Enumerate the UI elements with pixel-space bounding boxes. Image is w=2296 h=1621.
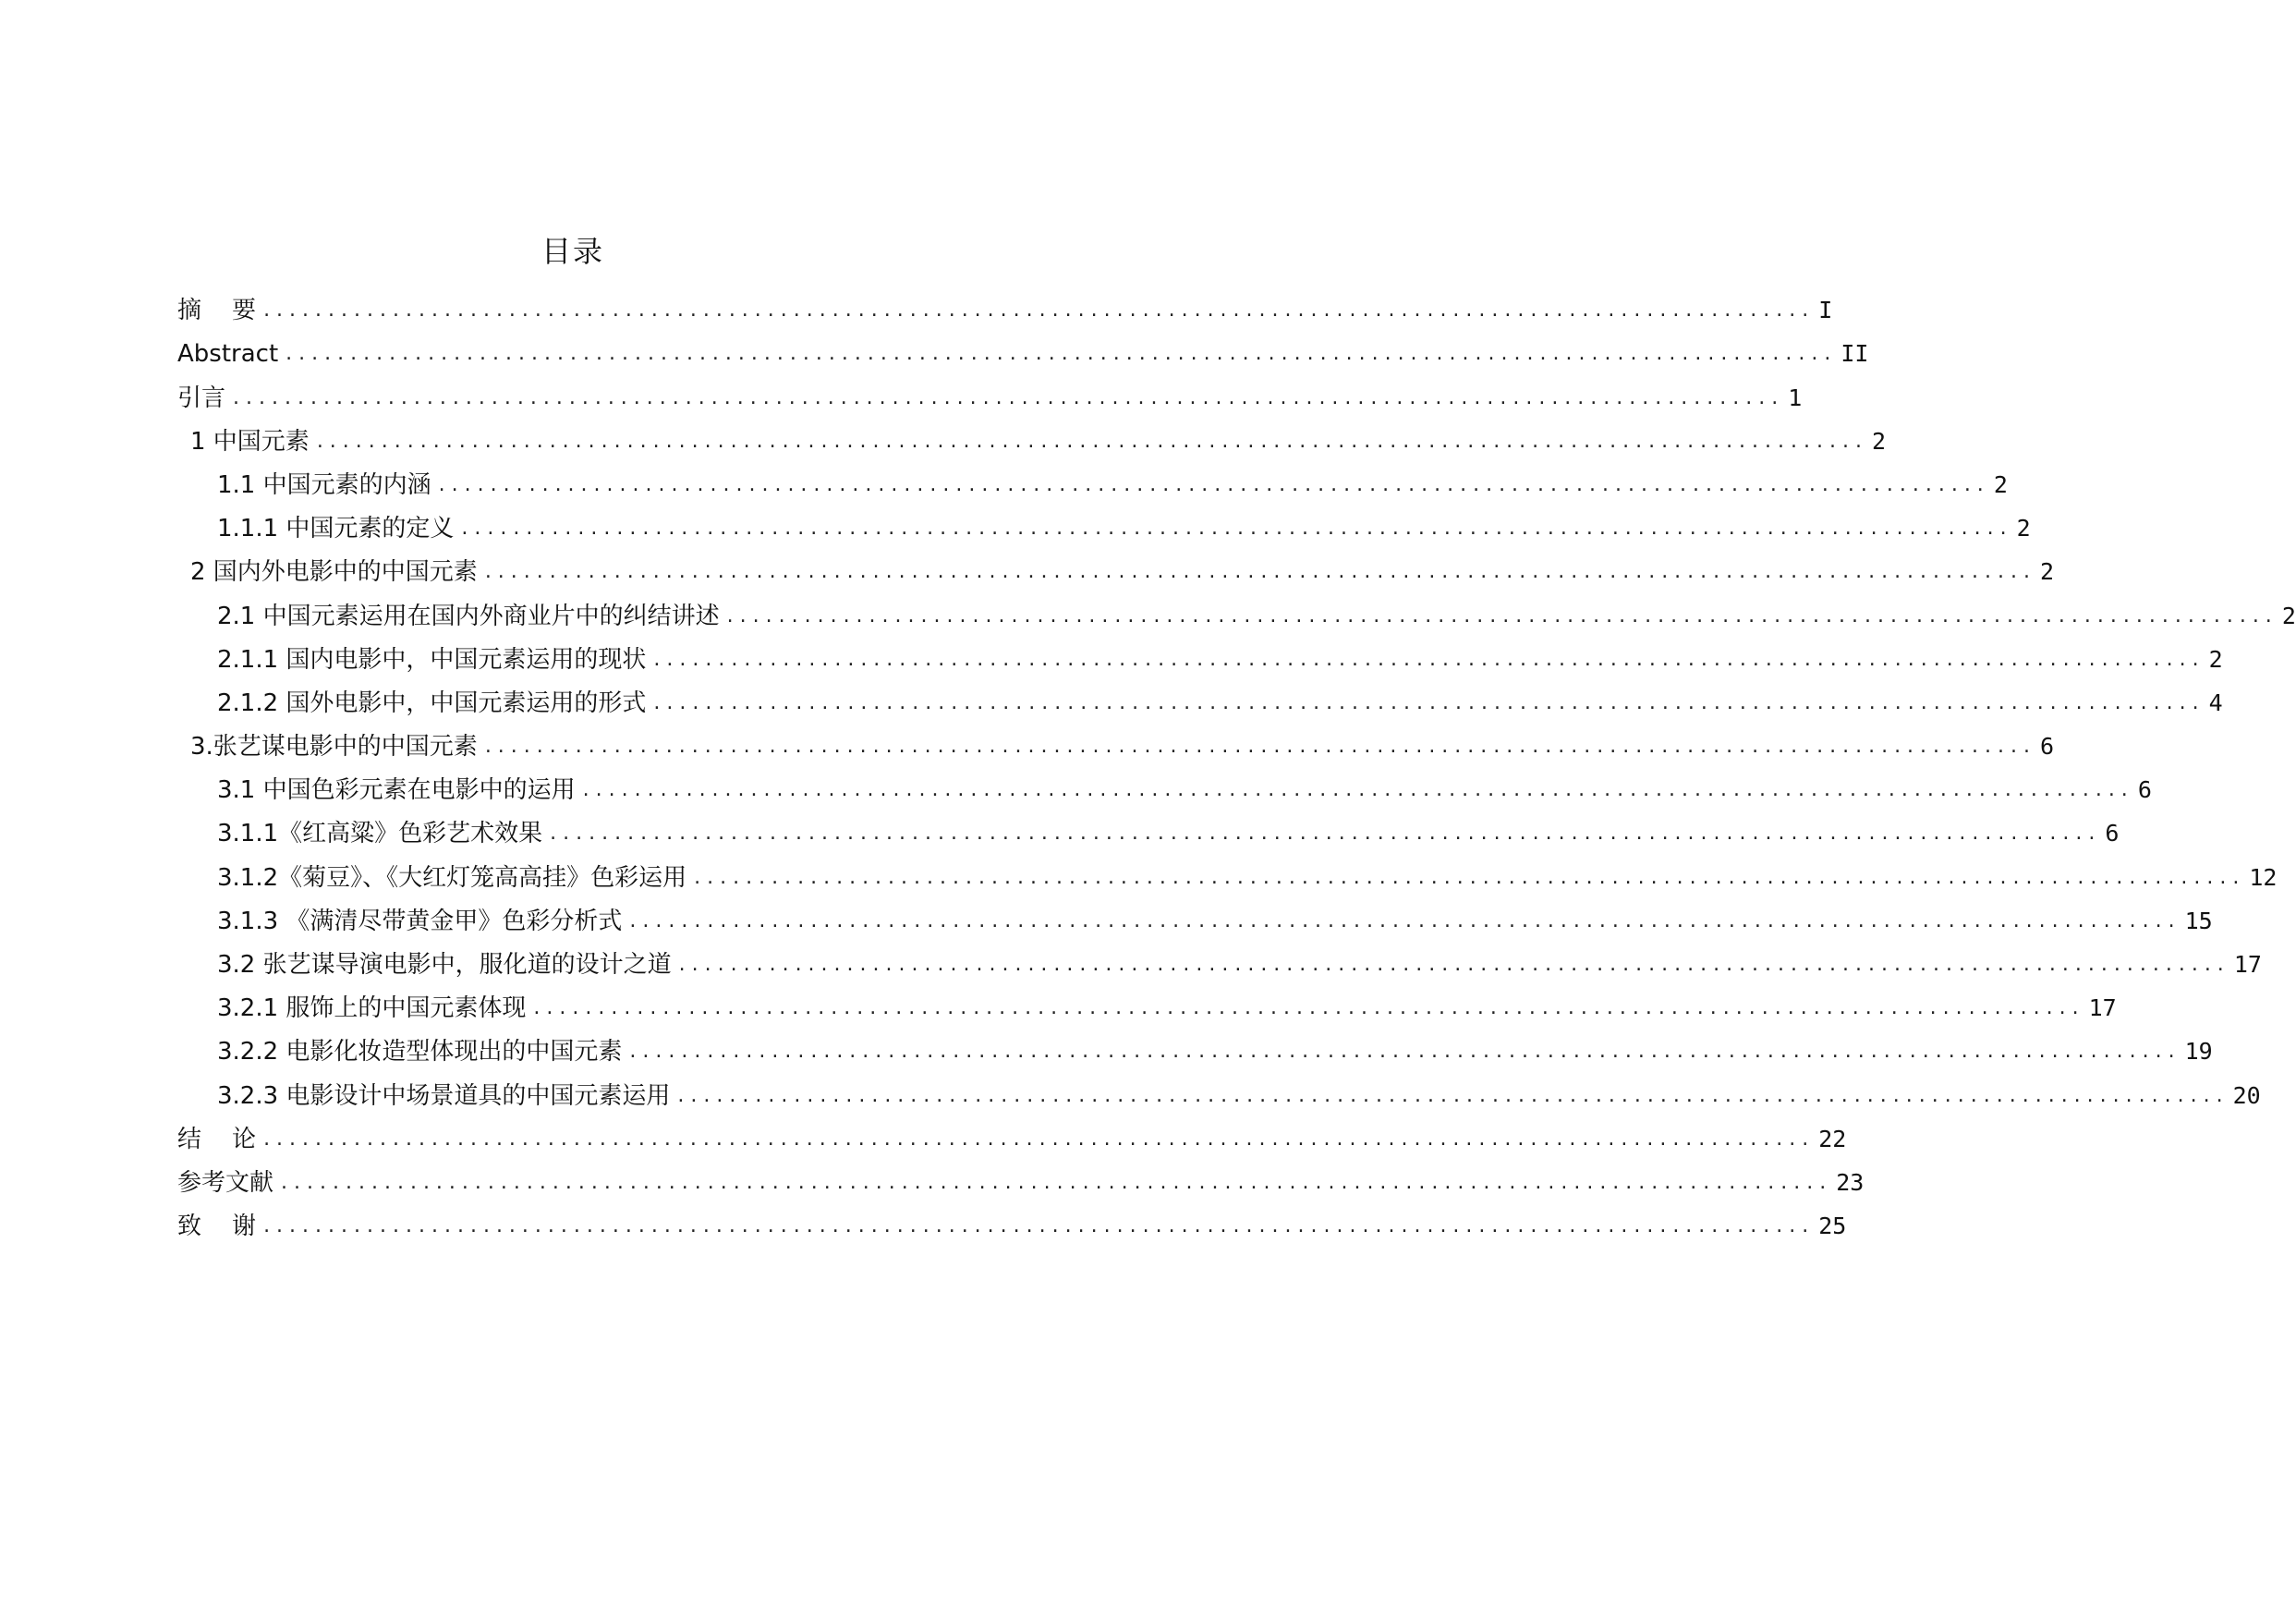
- toc-entry-page-number: 2: [1872, 427, 1887, 455]
- toc-entry-page-number: 23: [1836, 1168, 1865, 1196]
- toc-entry[interactable]: [177, 414, 1887, 457]
- toc-entry-page-number: 2: [1993, 470, 2008, 498]
- toc-entry-page-number: 2: [2281, 602, 2296, 629]
- toc-leader-dots: ........................................................................................................................: [678, 953, 2230, 976]
- toc-title: 目录: [541, 234, 604, 269]
- toc-entry-title: 2.1.1 国内电影中，中国元素运用的现状: [217, 645, 647, 674]
- toc-leader-dots: ........................................................................................................................: [582, 778, 2134, 802]
- toc-entry-title: Abstract: [177, 340, 279, 369]
- toc-entry-page-number: 2: [2016, 515, 2031, 542]
- toc-leader-dots: ........................................................................................................................: [694, 865, 2246, 889]
- toc-entry[interactable]: [177, 1024, 2213, 1067]
- toc-entry-page-number: 6: [2040, 733, 2055, 761]
- toc-entry-title: 3.2.3 电影设计中场景道具的中国元素运用: [217, 1081, 671, 1110]
- toc-entry-page-number: 20: [2232, 1081, 2261, 1109]
- toc-entry-title: 致 谢: [177, 1213, 257, 1241]
- toc-entry-title: 3.1.1《红高粱》色彩艺术效果: [217, 820, 543, 848]
- toc-entry-title: 参考文献: [177, 1168, 274, 1197]
- toc-entry[interactable]: [177, 283, 1833, 326]
- toc-leader-dots: ........................................................................................................................: [533, 996, 2085, 1020]
- toc-entry-page-number: I: [1818, 297, 1833, 324]
- toc-leader-dots: ........................................................................................................................: [316, 429, 1868, 453]
- toc-leader-dots: ........................................................................................................................: [263, 1127, 1816, 1151]
- toc-entry-title: 2 国内外电影中的中国元素: [190, 558, 478, 587]
- toc-entry-title: 2.1 中国元素运用在国内外商业片中的纠结讲述: [217, 602, 720, 630]
- toc-entry-page-number: 4: [2208, 689, 2223, 716]
- toc-entry-page-number: 19: [2184, 1038, 2213, 1066]
- toc-entry-title: 3.张艺谋电影中的中国元素: [190, 733, 478, 762]
- toc-entry-page-number: 6: [2105, 820, 2120, 847]
- toc-entry[interactable]: [177, 632, 2223, 676]
- toc-entry-page-number: 1: [1788, 384, 1803, 411]
- toc-entry-title: 引言: [177, 384, 226, 412]
- toc-entry-title: 结 论: [177, 1125, 257, 1153]
- toc-leader-dots: ........................................................................................................................: [629, 1040, 2181, 1064]
- toc-entry[interactable]: [177, 370, 1803, 413]
- toc-entry[interactable]: [177, 326, 1869, 370]
- toc-entry-page-number: 22: [1818, 1125, 1847, 1152]
- toc-entry-title: 3.2 张艺谋导演电影中，服化道的设计之道: [217, 951, 672, 979]
- toc-entry-page-number: II: [1840, 340, 1869, 368]
- toc-entry-page-number: 2: [2208, 645, 2223, 673]
- toc-entry[interactable]: [177, 849, 2278, 893]
- toc-leader-dots: ........................................................................................................................: [263, 1214, 1816, 1238]
- toc-entry[interactable]: [177, 719, 2055, 762]
- toc-entry-title: 1.1.1 中国元素的定义: [217, 515, 455, 543]
- toc-leader-dots: ........................................................................................................................: [550, 822, 2102, 846]
- toc-entry[interactable]: [177, 544, 2055, 588]
- toc-entry-page-number: 17: [2088, 994, 2117, 1022]
- toc-leader-dots: ........................................................................................................................: [263, 299, 1816, 323]
- toc-entry-title: 3.1.2《菊豆》、《大红灯笼高高挂》色彩运用: [217, 863, 687, 892]
- toc-entry[interactable]: [177, 981, 2117, 1024]
- toc-entry-page-number: 25: [1818, 1213, 1847, 1240]
- toc-entry[interactable]: [177, 1199, 1847, 1242]
- toc-entry-page-number: 17: [2233, 951, 2262, 978]
- toc-leader-dots: ........................................................................................................................: [281, 1170, 1833, 1194]
- toc-leader-dots: ........................................................................................................................: [461, 517, 2013, 541]
- toc-entry-page-number: 6: [2137, 776, 2152, 804]
- toc-entry-title: 1.1 中国元素的内涵: [217, 470, 431, 499]
- toc-entry-title: 3.1 中国色彩元素在电影中的运用: [217, 776, 576, 805]
- toc-entry-title: 3.2.1 服饰上的中国元素体现: [217, 994, 527, 1023]
- toc-leader-dots: ........................................................................................................................: [438, 472, 1990, 496]
- toc-entry[interactable]: [177, 457, 2008, 501]
- toc-entry[interactable]: [177, 937, 2262, 981]
- toc-leader-dots: ........................................................................................................................: [484, 560, 2036, 584]
- toc-entry-title: 2.1.2 国外电影中，中国元素运用的形式: [217, 689, 647, 717]
- toc-entry[interactable]: [177, 676, 2223, 719]
- toc-entry[interactable]: [177, 501, 2031, 544]
- toc-entry[interactable]: [177, 894, 2213, 937]
- toc-entry-page-number: 15: [2184, 907, 2213, 934]
- toc-entry[interactable]: [177, 806, 2120, 849]
- toc-leader-dots: ........................................................................................................................: [285, 342, 1838, 366]
- toc-entry[interactable]: [177, 762, 2152, 806]
- toc-entry[interactable]: [177, 1155, 1865, 1199]
- toc-list: [177, 283, 2296, 1242]
- toc-entry-title: 摘 要: [177, 297, 257, 325]
- toc-entry-page-number: 2: [2040, 558, 2055, 586]
- toc-leader-dots: ........................................................................................................................: [653, 647, 2205, 671]
- toc-leader-dots: ........................................................................................................................: [677, 1083, 2229, 1107]
- toc-leader-dots: ........................................................................................................................: [233, 385, 1785, 409]
- toc-leader-dots: ........................................................................................................................: [484, 735, 2036, 759]
- toc-entry-title: 1 中国元素: [190, 427, 310, 456]
- toc-leader-dots: ........................................................................................................................: [629, 908, 2181, 932]
- toc-entry[interactable]: [177, 1112, 1847, 1155]
- toc-leader-dots: ........................................................................................................................: [653, 690, 2205, 714]
- toc-entry-title: 3.1.3 《满清尽带黄金甲》色彩分析式: [217, 907, 623, 935]
- toc-entry[interactable]: [177, 1067, 2261, 1111]
- toc-entry-title: 3.2.2 电影化妆造型体现出的中国元素: [217, 1038, 623, 1066]
- toc-leader-dots: ........................................................................................................................: [726, 603, 2278, 628]
- toc-entry-page-number: 12: [2249, 863, 2278, 891]
- toc-entry[interactable]: [177, 588, 2296, 631]
